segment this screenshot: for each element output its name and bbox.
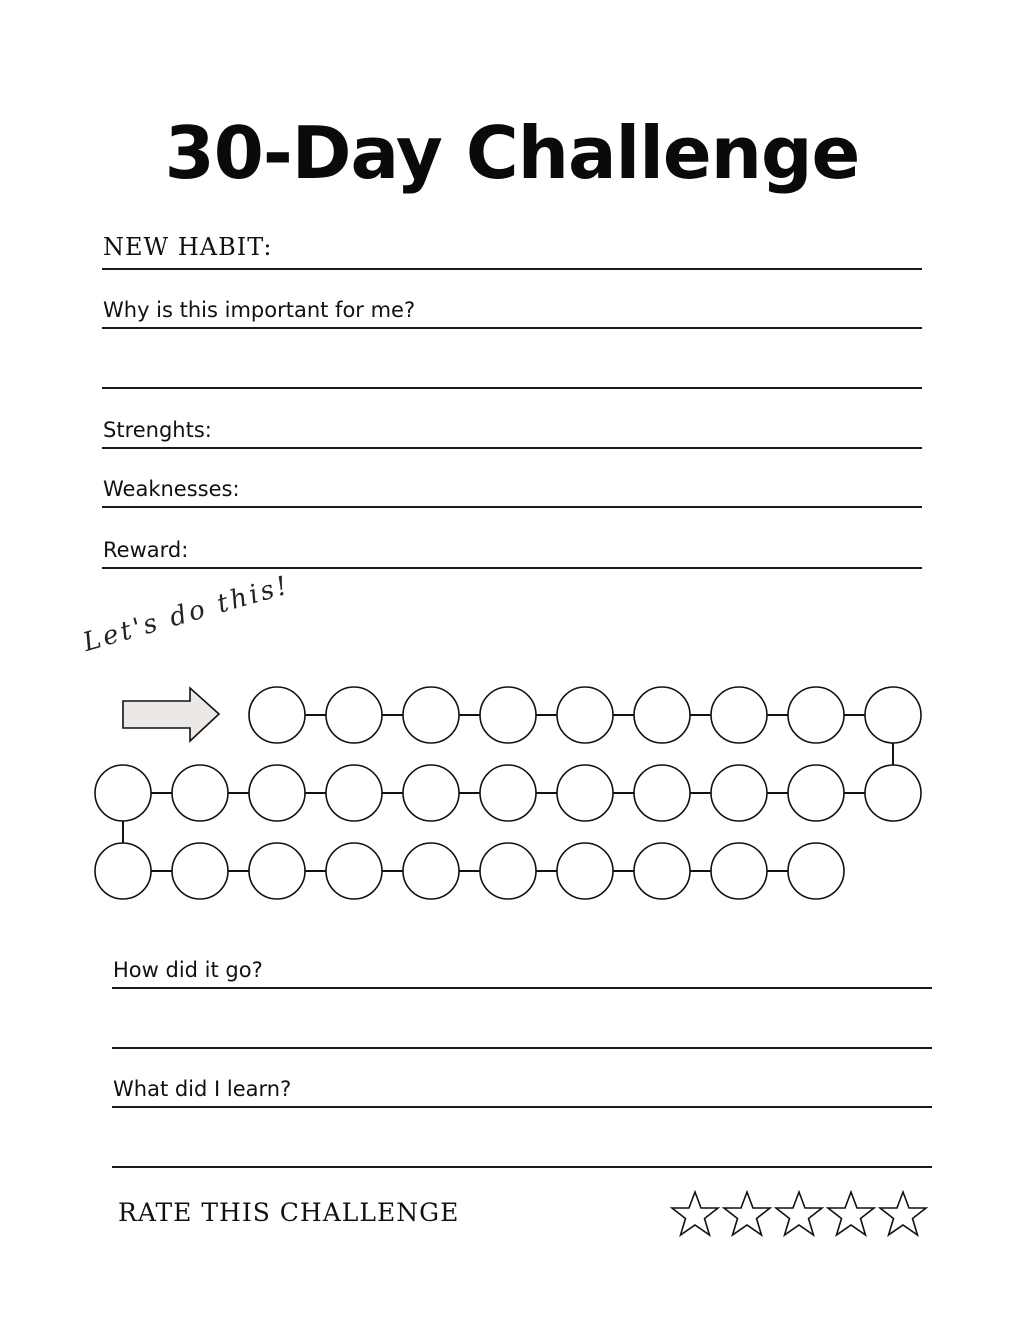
what-did-i-learn-line-2[interactable] xyxy=(112,1166,932,1168)
day-circle-30[interactable] xyxy=(788,843,844,899)
day-circle-6[interactable] xyxy=(634,687,690,743)
day-circle-15[interactable] xyxy=(480,765,536,821)
star-rating xyxy=(670,1190,928,1238)
star-icon[interactable] xyxy=(774,1190,824,1238)
day-circle-18[interactable] xyxy=(249,765,305,821)
day-circle-23[interactable] xyxy=(249,843,305,899)
day-circle-21[interactable] xyxy=(95,843,151,899)
new-habit-label: NEW HABIT: xyxy=(103,233,273,261)
day-circle-24[interactable] xyxy=(326,843,382,899)
strengths-label: Strenghts: xyxy=(103,418,212,442)
weaknesses-label: Weaknesses: xyxy=(103,477,240,501)
day-circle-10[interactable] xyxy=(865,765,921,821)
how-did-it-go-line[interactable] xyxy=(112,987,932,989)
day-circle-12[interactable] xyxy=(711,765,767,821)
day-circle-25[interactable] xyxy=(403,843,459,899)
day-circle-20[interactable] xyxy=(95,765,151,821)
day-circle-16[interactable] xyxy=(403,765,459,821)
tagline: Let's do this! xyxy=(79,570,294,658)
why-important-label: Why is this important for me? xyxy=(103,298,416,322)
day-circle-3[interactable] xyxy=(403,687,459,743)
star-icon[interactable] xyxy=(878,1190,928,1238)
day-circle-17[interactable] xyxy=(326,765,382,821)
page-title: 30-Day Challenge xyxy=(164,111,860,195)
start-arrow-icon xyxy=(123,688,219,741)
star-icon[interactable] xyxy=(826,1190,876,1238)
how-did-it-go-label: How did it go? xyxy=(113,958,263,982)
day-circle-22[interactable] xyxy=(172,843,228,899)
day-circle-7[interactable] xyxy=(711,687,767,743)
day-circle-11[interactable] xyxy=(788,765,844,821)
what-did-i-learn-line[interactable] xyxy=(112,1106,932,1108)
day-circle-13[interactable] xyxy=(634,765,690,821)
day-circle-29[interactable] xyxy=(711,843,767,899)
what-did-i-learn-label: What did I learn? xyxy=(113,1077,292,1101)
day-circle-19[interactable] xyxy=(172,765,228,821)
day-circle-14[interactable] xyxy=(557,765,613,821)
day-circle-2[interactable] xyxy=(326,687,382,743)
day-circle-8[interactable] xyxy=(788,687,844,743)
star-icon[interactable] xyxy=(722,1190,772,1238)
day-circle-28[interactable] xyxy=(634,843,690,899)
day-circle-9[interactable] xyxy=(865,687,921,743)
reward-label: Reward: xyxy=(103,538,189,562)
star-icon[interactable] xyxy=(670,1190,720,1238)
day-circle-26[interactable] xyxy=(480,843,536,899)
day-circle-4[interactable] xyxy=(480,687,536,743)
rate-challenge-label: RATE THIS CHALLENGE xyxy=(118,1198,460,1227)
day-circle-5[interactable] xyxy=(557,687,613,743)
day-circle-1[interactable] xyxy=(249,687,305,743)
day-circle-27[interactable] xyxy=(557,843,613,899)
how-did-it-go-line-2[interactable] xyxy=(112,1047,932,1049)
